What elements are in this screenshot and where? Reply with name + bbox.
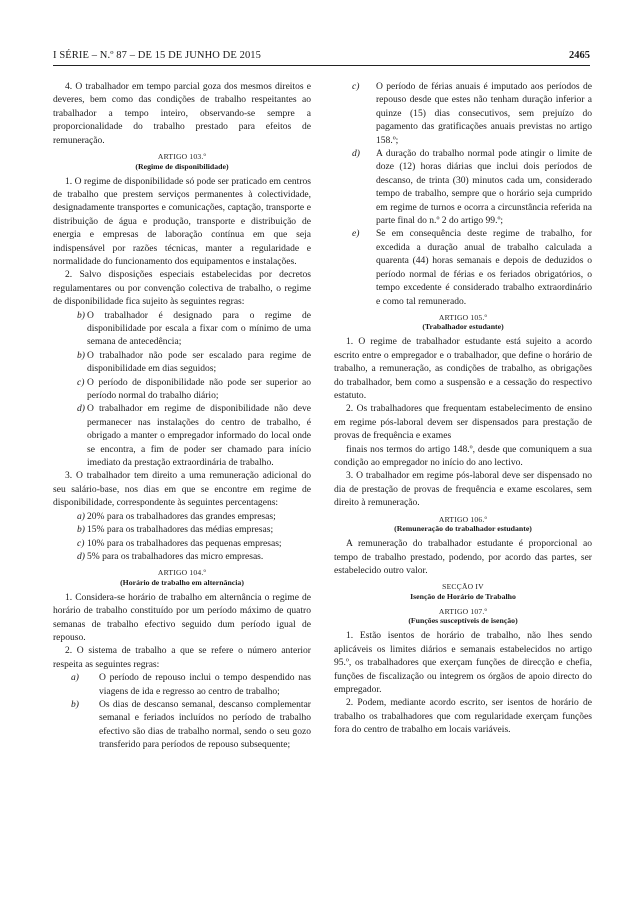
- rules-list-continued: [334, 80, 592, 308]
- list-item: [53, 402, 311, 469]
- article-number: ARTIGO 105.º: [438, 312, 488, 322]
- article-105-heading: [334, 313, 592, 333]
- article-104-heading: [53, 568, 311, 588]
- paragraph: 1. Estão isentos de horário de trabalho, não lhes sendo aplicáveis os limites diários e semanais estabelecidos no artigo 95.º, os trabalhadores que exerçam funções de direcção e chefia, funções de fiscalização ou integrem os órgãos de apoio directo do empregador.: [334, 630, 592, 696]
- list-item-text: 20% para os trabalhadores das grandes empresas;: [87, 510, 276, 522]
- list-item: [334, 227, 592, 307]
- series-heading: I SÉRIE – N.º 87 – DE 15 DE JUNHO DE 2015: [53, 50, 262, 61]
- right-column: [334, 80, 592, 737]
- list-item-text: 15% para os trabalhadores das médias empresas;: [87, 524, 274, 536]
- article-title: (Horário de trabalho em alternância): [120, 577, 244, 587]
- percentages-list: [53, 510, 311, 564]
- article-title: (Regime de disponibilidade): [135, 161, 229, 171]
- list-item: [53, 349, 311, 376]
- list-item-label: c): [77, 537, 85, 549]
- list-item: [334, 80, 592, 147]
- paragraph: 2. Salvo disposições especiais estabelecidas por decretos regulamentares ou por convenção colectiva de trabalho, o regime de disponibilidade fica sujeito às seguintes regras:: [53, 269, 311, 308]
- list-item: [53, 698, 311, 752]
- paragraph: A remuneração do trabalhador estudante é proporcional ao tempo de trabalho prestado, podendo, por acordo das partes, ser estabelecido outro valor.: [334, 538, 592, 576]
- list-item: [334, 147, 592, 227]
- section-title: Isenção de Horário de Trabalho: [410, 591, 516, 601]
- article-number: ARTIGO 106.º: [438, 514, 488, 524]
- article-title: (Trabalhador estudante): [422, 322, 504, 332]
- list-item-label: c): [77, 376, 85, 388]
- list-item-label: b): [71, 699, 79, 711]
- list-item-text: 5% para os trabalhadores das micro empresas.: [87, 550, 264, 562]
- list-item-label: b): [77, 309, 85, 321]
- list-item-label: e): [352, 228, 360, 240]
- section-number: SECÇÃO IV: [442, 582, 484, 592]
- rules-list: [53, 671, 311, 751]
- list-item-text: Se em consequência deste regime de trabalho, for excedida a duração anual de trabalho calculada a quarenta (44) horas semanais e depois de deduzidos o período normal de férias e os feriados obrigatórios, o tempo excedente é considerado trabalho extraordinário e como tal remunerado.: [376, 228, 592, 307]
- list-item: [53, 523, 311, 536]
- list-item-label: a): [71, 672, 79, 684]
- paragraph: 3. O trabalhador tem direito a uma remuneração adicional do seu salário-base, nos dias em que se encontre em regime de disponibilidade, correspondente às seguintes percentagens:: [53, 470, 311, 509]
- list-item-label: c): [352, 81, 360, 92]
- list-item-text: O trabalhador em regime de disponibilidade não deve permanecer nas instalações do centro de trabalho, é obrigado a manter o empregador informado do local onde se encontra, a fim de poder ser chamado para início imediato da prestação extraordinária de trabalho.: [87, 403, 311, 469]
- page-number: 2465: [569, 50, 590, 61]
- paragraph-part-time: 4. O trabalhador em tempo parcial goza dos mesmos direitos e deveres, bem como das condições de trabalho respeitantes ao trabalhador a tempo inteiro, observando-se sempre a proporcionalidade do trabalho prestado para efeitos de remuneração.: [53, 81, 311, 146]
- article-106-heading: [334, 515, 592, 535]
- paragraph: finais nos termos do artigo 148.º, desde que comuniquem a sua condição ao empregador no início do ano lectivo.: [334, 443, 592, 469]
- list-item-label: b): [77, 524, 85, 536]
- list-item-label: d): [77, 403, 85, 415]
- article-number: ARTIGO 107.º: [438, 606, 488, 616]
- list-item-text: O trabalhador é designado para o regime de disponibilidade por escala a fixar com o mínimo de uma semana de antecedência;: [87, 309, 311, 348]
- list-item: [53, 376, 311, 403]
- list-item: [53, 510, 311, 523]
- list-item-label: d): [77, 550, 85, 562]
- page-header: [53, 50, 590, 66]
- list-item-text: A duração do trabalho normal pode atingir o limite de doze (12) horas diárias que inclui dois períodos de descanso, de trinta (30) minutos cada um, considerado tempo de trabalho, sempre que o horário seja cumprido em regime de turnos e ocorra a circunstância referida na parte final do n.º 2 do artigo 99.º;: [376, 148, 592, 227]
- list-item: [53, 671, 311, 698]
- left-column: [53, 80, 311, 752]
- list-item-label: a): [77, 510, 85, 522]
- rules-list: [53, 309, 311, 470]
- paragraph: 2. Podem, mediante acordo escrito, ser isentos de horário de trabalho os trabalhadores que com regularidade exerçam funções fora do centro de trabalho em locais variáveis.: [334, 697, 592, 736]
- paragraph: 2. O sistema de trabalho a que se refere o número anterior respeita as seguintes regras:: [53, 645, 311, 670]
- paragraph: 1. Considera-se horário de trabalho em alternância o regime de horário de trabalho constituído por um período máximo de quatro semanas de trabalho efectivo seguido dum período igual de repouso.: [53, 591, 311, 644]
- article-title: (Funções susceptíveis de isenção): [408, 616, 518, 626]
- article-number: ARTIGO 104.º: [157, 568, 207, 578]
- list-item-text: O período de disponibilidade não pode ser superior ao período normal do trabalho diário;: [87, 376, 311, 402]
- article-number: ARTIGO 103.º: [157, 152, 207, 162]
- paragraph: 1. O regime de disponibilidade só pode ser praticado em centros de trabalho que prestem serviços permanentes à colectividade, designadamente transportes e comunicações, captação, transporte e distribuição de água e produção, transporte e distribuição de energia e empresas de laboração contínua em que seja indispensável por razões técnicas, manter a regularidade e normalidade do funcionamento dos equipamentos e instalações.: [53, 175, 311, 267]
- list-item: [53, 537, 311, 550]
- list-item: [53, 550, 311, 563]
- article-103-heading: [53, 152, 311, 172]
- list-item-label: d): [352, 148, 360, 160]
- list-item-text: O período de férias anuais é imputado aos períodos de repouso desde que estes não tenham duração inferior a quinze (15) dias consecutivos, sem prejuízo do pagamento das gratificações anuais previstas no artigo 158.º;: [376, 81, 592, 146]
- list-item-text: Os dias de descanso semanal, descanso complementar semanal e feriados incluídos no período de trabalho efectivo são dias de trabalho normal, sendo o seu gozo transferido para períodos de repouso subsequente;: [99, 699, 311, 751]
- section-4-heading: [334, 582, 592, 602]
- list-item-text: 10% para os trabalhadores das pequenas empresas;: [87, 537, 282, 549]
- list-item-text: O período de repouso inclui o tempo despendido nas viagens de ida e regresso ao centro de trabalho;: [99, 672, 311, 697]
- paragraph: 3. O trabalhador em regime pós-laboral deve ser dispensado no dia de prestação de provas de frequência e exame escolares, sem direito à remuneração.: [334, 470, 592, 509]
- list-item-label: b): [77, 349, 85, 361]
- paragraph: 2. Os trabalhadores que frequentam estabelecimento de ensino em regime pós-laboral devem ser dispensados para prestação de provas de frequência e exames: [334, 403, 592, 442]
- list-item: [53, 309, 311, 349]
- paragraph: 1. O regime de trabalhador estudante está sujeito a acordo escrito entre o empregador e o trabalhador, que define o horário de trabalho, a remuneração, as condições de trabalho, as obrigações do trabalhador, bem como a suspensão e a cessação do respectivo estatuto.: [334, 336, 592, 402]
- article-107-heading: [334, 607, 592, 627]
- article-title: (Remuneração do trabalhador estudante): [394, 524, 532, 534]
- list-item-text: O trabalhador não pode ser escalado para regime de disponibilidade em dias seguidos;: [87, 349, 311, 375]
